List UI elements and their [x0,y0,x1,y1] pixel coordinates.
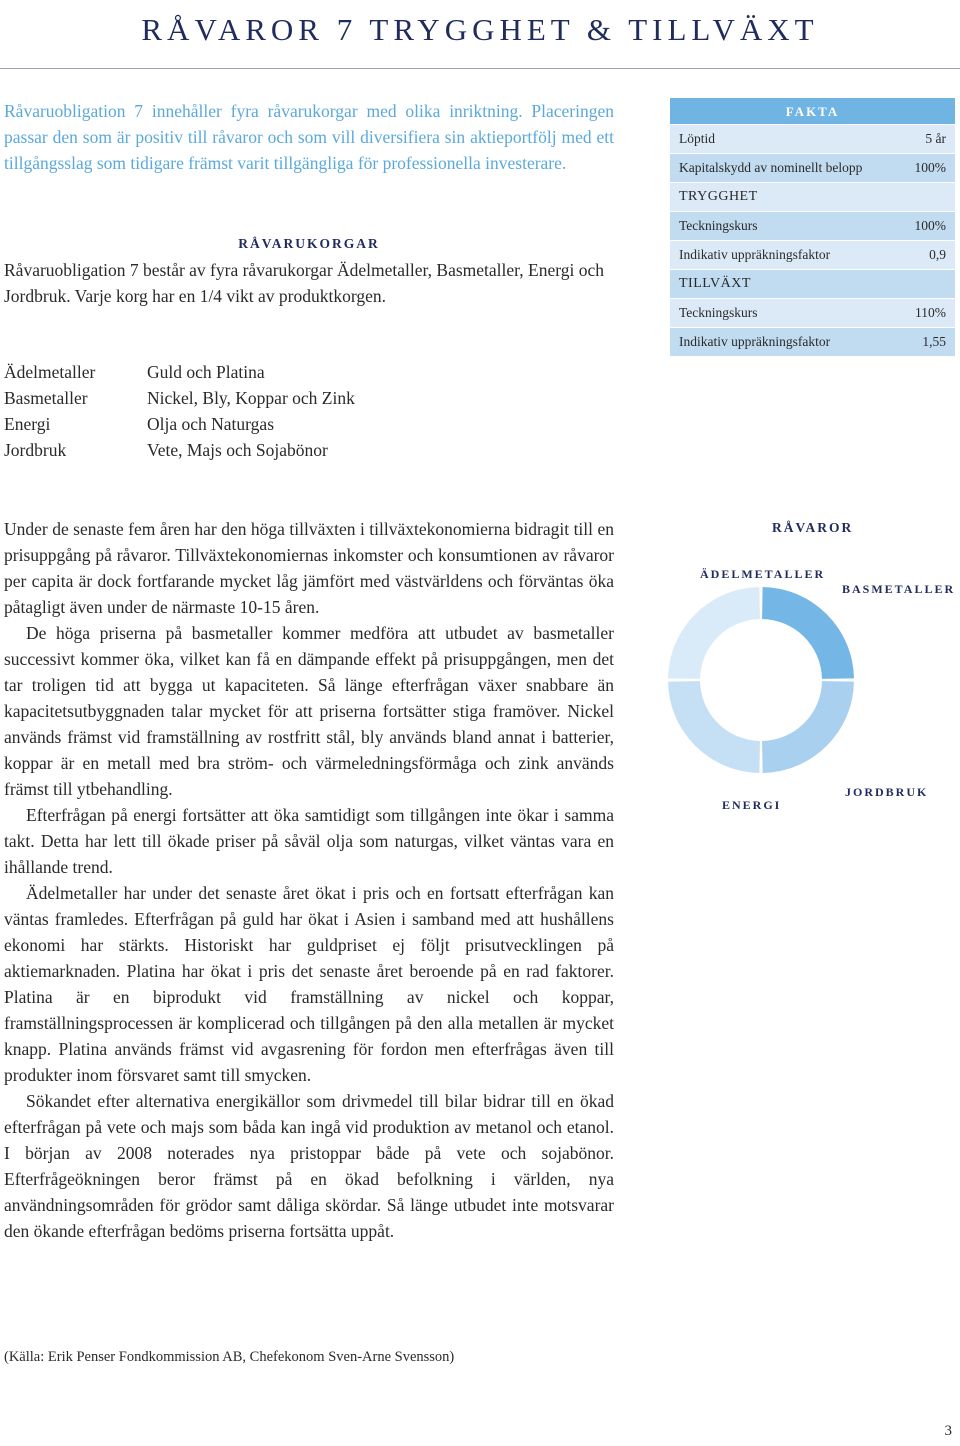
fakta-box [670,98,955,356]
fakta-label: Indikativ uppräkningsfaktor [679,247,831,262]
chart-label-jordbruk: JORDBRUK [845,785,929,799]
fakta-label: Teckningskurs [679,218,758,233]
fakta-row [670,327,955,356]
fakta-row [670,240,955,269]
fakta-row [670,153,955,182]
baskets-description: Råvaruobligation 7 består av fyra råvarukorgar Ädelmetaller, Basmetaller, Energi och Jordbruk. Varje korg har en 1/4 vikt av produktkorgen. [4,260,605,306]
fakta-row [670,124,955,153]
article-paragraph: Under de senaste fem åren har den höga tillväxten i tillväxtekonomierna bidragit till en prisuppgång på råvaror. Tillväxtekonomiernas inkomster och konsumtionen av råvaror per capita är dock fortfarande mycket låg jämfört med västvärldens och förväntas öka påtagligt även under de närmaste 10-15 åren. [4,519,614,617]
fakta-section-tillvaxt [670,269,955,298]
basket-name: Ädelmetaller [4,362,96,382]
basket-name: Jordbruk [4,440,67,460]
chart-title: RÅVAROR [772,520,854,535]
basket-items: Nickel, Bly, Koppar och Zink [147,388,355,408]
fakta-row [670,298,955,327]
basket-items: Vete, Majs och Sojabönor [147,440,328,460]
basket-items: Guld och Platina [147,362,265,382]
article-paragraph: Sökandet efter alternativa energikällor som drivmedel till bilar bidrar till en ökad efterfrågan på vete och majs som båda kan ingå vid produktion av metanol och etanol. I början av 2008 noterades nya pristoppar både på vete och sojabönor. Efterfrågeökningen beror främst på en ökad befolkning i världen, nya användningsområden för grödor samt dåliga skördar. Så länge utbudet inte motsvarar den ökande efterfrågan bedöms priserna fortsätta uppåt. [4,1091,614,1241]
fakta-value: 5 år [925,131,946,146]
source-note: (Källa: Erik Penser Fondkommission AB, Chefekonom Sven-Arne Svensson) [4,1349,455,1365]
donut-segment-basmetaller [762,681,854,773]
donut-chart [666,585,856,775]
title-divider [0,68,960,69]
chart-label-adelmetaller: ÄDELMETALLER [700,567,826,581]
fakta-section-label: TILLVÄXT [679,276,751,291]
article-paragraph: Efterfrågan på energi fortsätter att öka samtidigt som tillgången inte ökar i samma takt. Detta har lett till ökade priser på såväl olja som naturgas, vilket väntas vara en ihållande trend. [4,805,614,877]
page-title: RÅVAROR 7 TRYGGHET & TILLVÄXT [141,12,819,47]
article-paragraph: De höga priserna på basmetaller kommer medföra att utbudet av basmetaller successivt kommer öka, vilket kan få en dämpande effekt på prisuppgången, men det tar troligen tid att bygga ut kapaciteten. Så länge efterfrågan växer snabbare än kapacitetsutbyggnaden talar mycket för att priserna fortsätter stiga framöver. Nickel används främst vid framställning av rostfritt stål, bly används bland annat i batterier, koppar är en metall med bra ström- och värmeledningsförmåga och zink används främst till ytbehandling. [4,623,614,799]
fakta-value: 100% [914,218,946,233]
donut-segment-jordbruk [668,681,760,773]
chart-label-energi: ENERGI [722,798,782,812]
fakta-value: 100% [914,160,946,175]
fakta-label: Teckningskurs [679,305,758,320]
fakta-row [670,211,955,240]
intro-paragraph: Råvaruobligation 7 innehåller fyra råvarukorgar med olika inriktning. Placeringen passar den som är positiv till råvaror och som vill diversifiera sin aktieportfölj med ett tillgångsslag som tidigare främst varit tillgängliga för professionella investerare. [4,101,614,173]
fakta-section-label: TRYGGHET [679,189,758,204]
donut-segment-adelmetaller [762,587,854,679]
fakta-value: 0,9 [929,247,946,262]
fakta-section-trygghet [670,182,955,211]
fakta-label: Indikativ uppräkningsfaktor [679,334,831,349]
fakta-value: 1,55 [922,334,946,349]
article-paragraph: Ädelmetaller har under det senaste året ökat i pris och en fortsatt efterfrågan kan väntas framledes. Efterfrågan på guld har ökat i Asien i samband med att hushållens ekonomi har stärkts. Historiskt har guldpriset ej följt prisutvecklingen på aktiemarknaden. Platina har ökat i pris det senaste året beroende på en rad faktorer. Platina är en biprodukt vid framställning av nickel och koppar, framställningsprocessen är komplicerad och tillgången på den alla metallen är mycket knapp. Platina används främst vid avgasrening för fordon men efterfrågas även till produkter inom försvaret samt till smycken. [4,883,614,1085]
fakta-label: Kapitalskydd av nominellt belopp [679,160,863,175]
fakta-value: 110% [915,305,946,320]
basket-name: Basmetaller [4,388,88,408]
baskets-heading: RÅVARUKORGAR [238,236,380,251]
donut-segment-energi [668,587,760,679]
main-article [4,516,614,1244]
basket-name: Energi [4,414,51,434]
page-number: 3 [944,1423,952,1439]
chart-label-basmetaller: BASMETALLER [842,582,956,596]
basket-items: Olja och Naturgas [147,414,275,434]
fakta-label: Löptid [679,131,715,146]
fakta-heading: FAKTA [670,98,955,124]
